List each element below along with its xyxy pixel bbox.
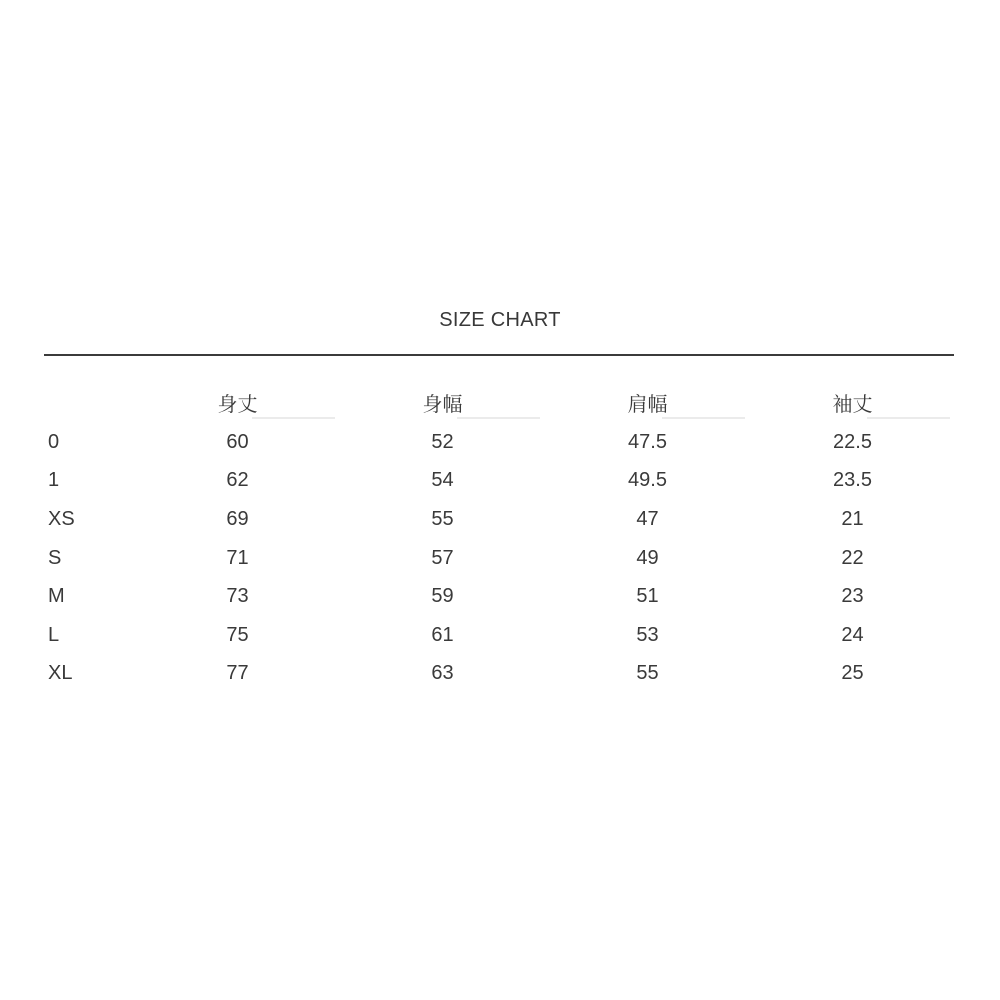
measurement-value: 63: [431, 662, 454, 685]
size-label: XS: [48, 507, 75, 530]
measurement-value: 22: [841, 546, 864, 569]
measurement-value: 69: [226, 507, 249, 530]
measurement-value: 49.5: [628, 469, 667, 492]
measurement-value: 23.5: [833, 469, 872, 492]
measurement-value: 47.5: [628, 430, 667, 453]
measurement-value: 62: [226, 469, 249, 492]
column-header-label: 身幅: [422, 394, 463, 416]
column-header: [135, 382, 340, 423]
measurement-value: 22.5: [833, 430, 872, 453]
size-chart-table: [44, 382, 955, 693]
column-header: [545, 382, 750, 423]
size-label: 1: [48, 469, 60, 492]
header-corner-cell: [44, 382, 135, 423]
measurement-value: 23: [841, 585, 864, 608]
measurement-value: 25: [841, 662, 864, 685]
measurement-value: 55: [431, 507, 454, 530]
measurement-value: 73: [226, 585, 249, 608]
table-row: [44, 655, 955, 694]
column-header: [340, 382, 545, 423]
size-label: L: [48, 623, 60, 646]
measurement-value: 60: [226, 430, 249, 453]
measurement-value: 61: [431, 623, 454, 646]
size-label: XL: [48, 662, 73, 685]
table-row: [44, 577, 955, 616]
page-title: SIZE CHART: [439, 309, 561, 331]
measurement-value: 21: [841, 507, 864, 530]
table-row: [44, 500, 955, 539]
column-header-underline: [252, 417, 335, 419]
measurement-value: 71: [226, 546, 249, 569]
table-row: [44, 462, 955, 501]
measurement-value: 51: [636, 585, 659, 608]
size-label: M: [48, 585, 65, 608]
measurement-value: 57: [431, 546, 454, 569]
size-label: 0: [48, 430, 60, 453]
title-divider-rule: [44, 354, 954, 356]
table-row: [44, 423, 955, 462]
measurement-value: 59: [431, 585, 454, 608]
measurement-value: 47: [636, 507, 659, 530]
measurement-value: 53: [636, 623, 659, 646]
measurement-value: 54: [431, 469, 454, 492]
table-body: [44, 423, 955, 693]
measurement-value: 77: [226, 662, 249, 685]
measurement-value: 75: [226, 623, 249, 646]
column-header-label: 身丈: [217, 394, 258, 416]
measurement-value: 49: [636, 546, 659, 569]
column-header-underline: [662, 417, 745, 419]
column-header: [750, 382, 955, 423]
table-row: [44, 539, 955, 578]
measurement-value: 55: [636, 662, 659, 685]
column-header-label: 袖丈: [832, 394, 873, 416]
column-header-underline: [457, 417, 540, 419]
table-row: [44, 616, 955, 655]
size-label: S: [48, 546, 62, 569]
column-header-label: 肩幅: [627, 394, 668, 416]
column-header-underline: [867, 417, 950, 419]
measurement-value: 52: [431, 430, 454, 453]
measurement-value: 24: [841, 623, 864, 646]
table-header-row: [44, 382, 955, 423]
